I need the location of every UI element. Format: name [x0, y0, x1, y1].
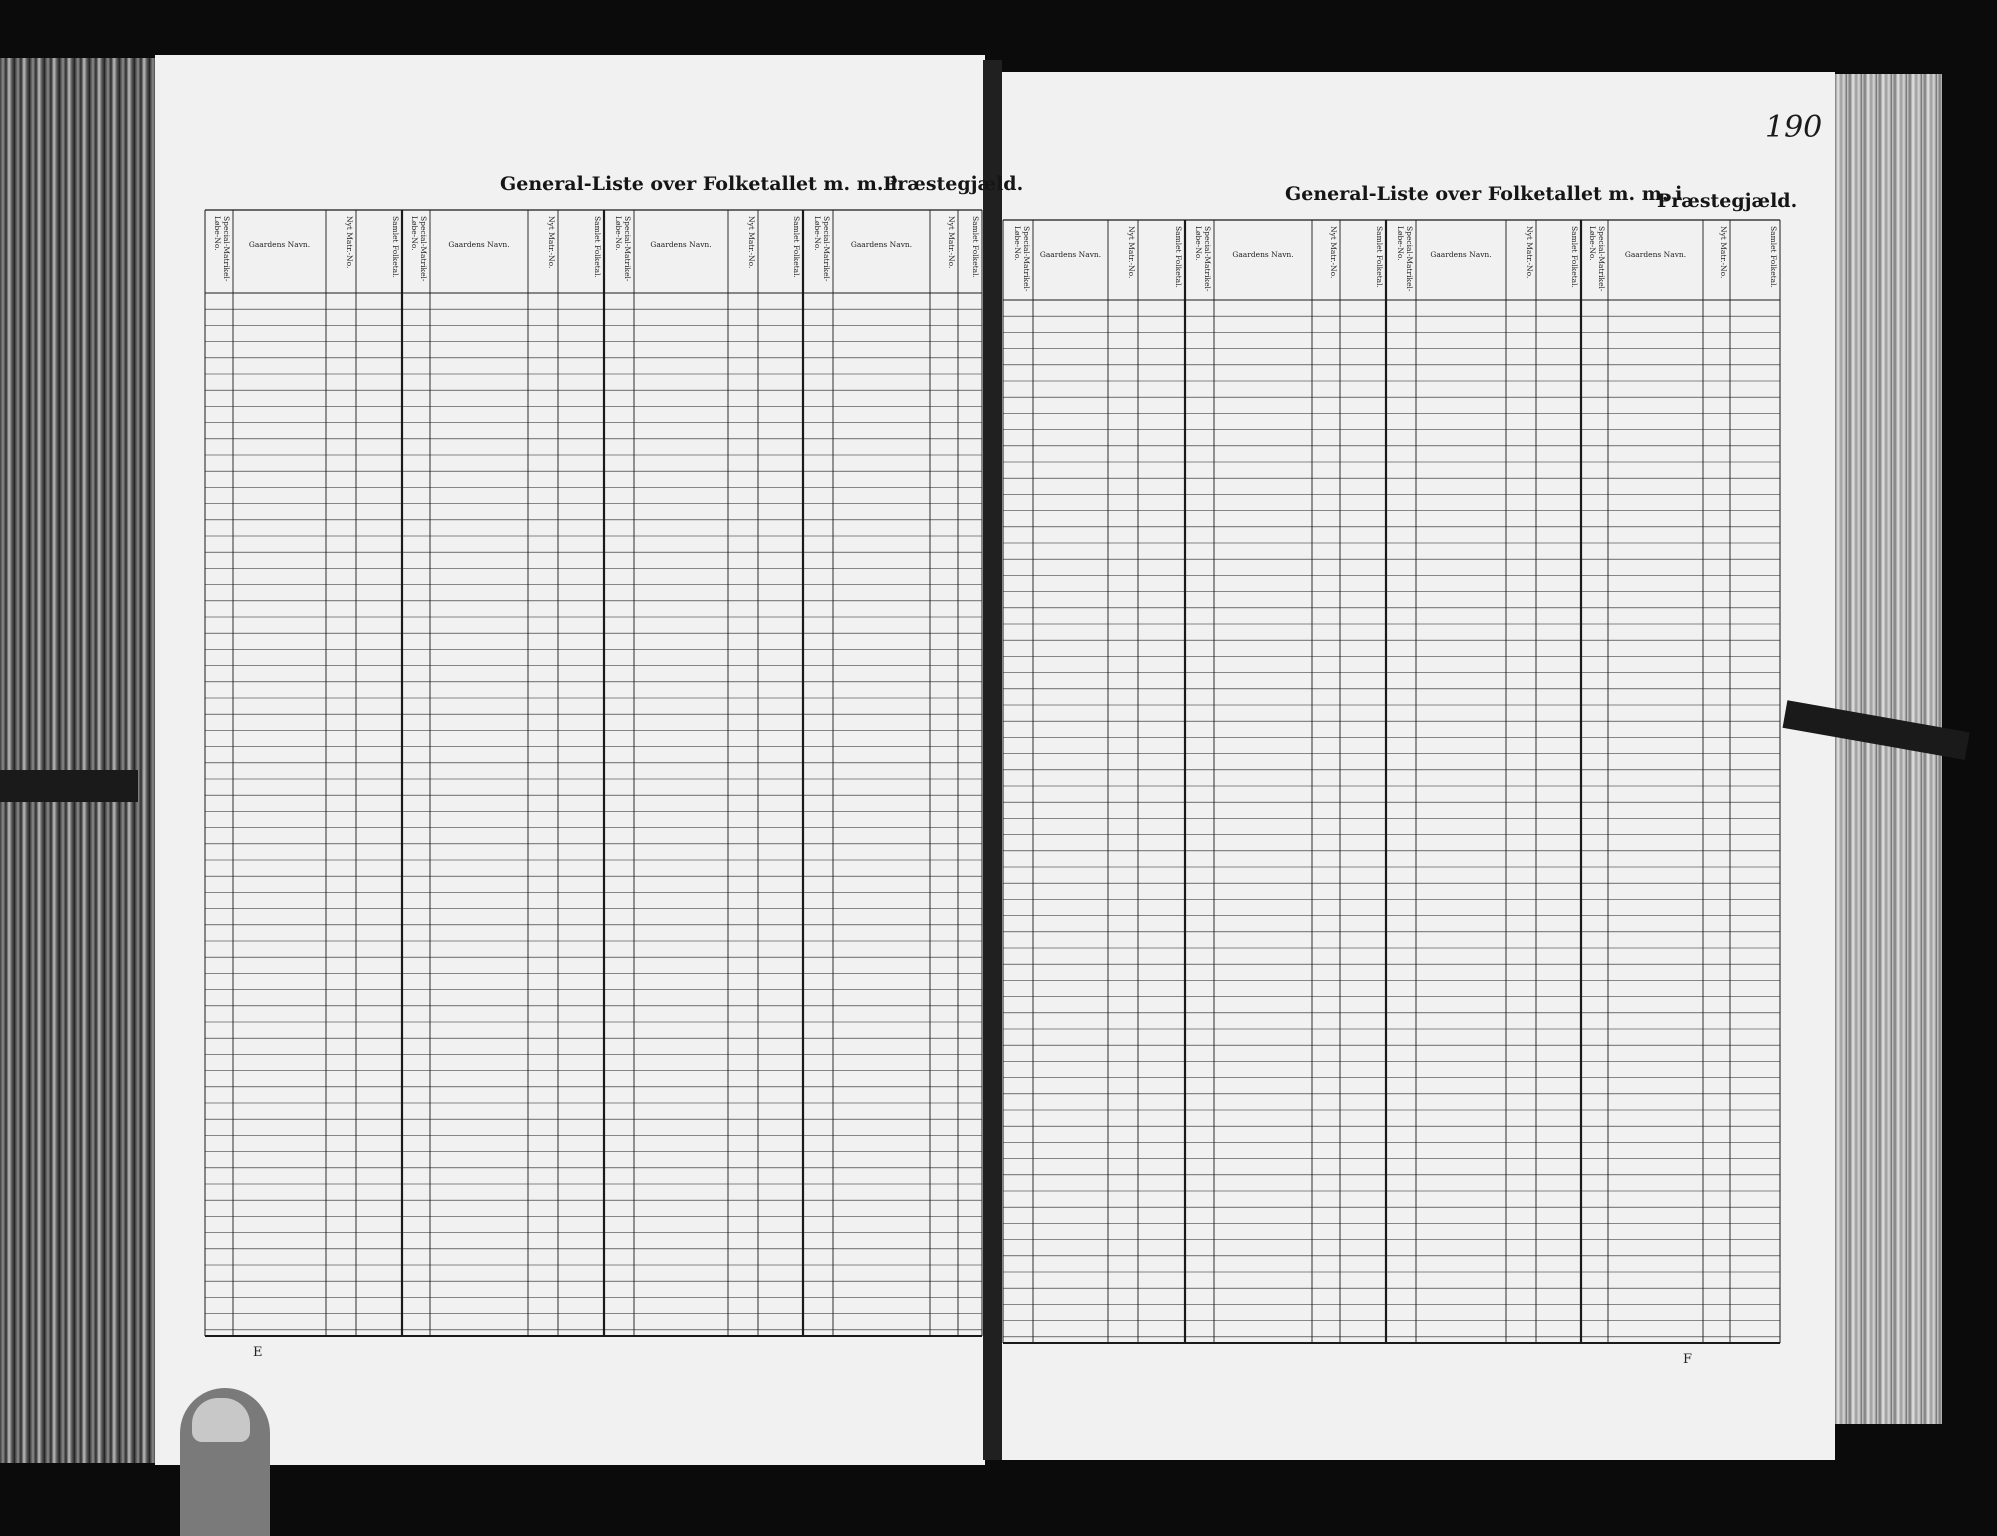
- right-column-header: Nyt Matr.-No.: [1525, 226, 1534, 279]
- right-column-header: Gaardens Navn.: [1039, 250, 1102, 259]
- left-column-header: Gaardens Navn.: [650, 240, 712, 249]
- right-column-header: Gaardens Navn.: [1624, 250, 1687, 259]
- right-column-header: Special-Matrikel-Løbe-No.: [1013, 226, 1031, 292]
- left-column-header: Special-Matrikel-Løbe-No.: [614, 216, 632, 282]
- left-column-header: Gaardens Navn.: [850, 240, 913, 249]
- left-page-footer-letter: E: [253, 1345, 263, 1360]
- right-column-header: Gaardens Navn.: [1430, 250, 1492, 259]
- page-number: 190: [1765, 110, 1823, 145]
- left-column-header: Special-Matrikel-Løbe-No.: [813, 216, 831, 282]
- right-column-header: Samlet Folketal.: [1769, 226, 1778, 288]
- right-column-header: Samlet Folketal.: [1570, 226, 1579, 288]
- right-page-parish-label: Præstegjæld.: [1657, 190, 1798, 212]
- left-column-header: Special-Matrikel-Løbe-No.: [213, 216, 231, 282]
- right-column-header: Special-Matrikel-Løbe-No.: [1588, 226, 1606, 292]
- right-page-title: General-Liste over Folketallet m. m. i: [1285, 183, 1683, 205]
- right-column-header: Nyt Matr.-No.: [1127, 226, 1136, 279]
- right-column-header: Samlet Folketal.: [1174, 226, 1183, 288]
- left-column-header: Nyt Matr.-No.: [947, 216, 956, 269]
- right-column-header: Special-Matrikel-Løbe-No.: [1194, 226, 1212, 292]
- right-column-header: Nyt Matr.-No.: [1719, 226, 1728, 279]
- left-column-header: Samlet Folketal.: [391, 216, 400, 278]
- left-column-header: Nyt Matr.-No.: [547, 216, 556, 269]
- left-page-parish-label: Præstegjæld.: [883, 173, 1024, 195]
- left-page-title: General-Liste over Folketallet m. m. i: [500, 173, 898, 195]
- left-column-header: Nyt Matr.-No.: [345, 216, 354, 269]
- left-column-header: Samlet Folketal.: [792, 216, 801, 278]
- right-column-header: Samlet Folketal.: [1375, 226, 1384, 288]
- left-column-header: Samlet Folketal.: [593, 216, 602, 278]
- left-column-header: Special-Matrikel-Løbe-No.: [410, 216, 428, 282]
- left-column-header: Nyt Matr.-No.: [747, 216, 756, 269]
- right-column-header: Nyt Matr.-No.: [1329, 226, 1338, 279]
- left-column-header: Gaardens Navn.: [448, 240, 510, 249]
- right-page-footer-letter: F: [1683, 1352, 1693, 1367]
- left-column-header: Samlet Folketal.: [971, 216, 980, 278]
- right-column-header: Special-Matrikel-Løbe-No.: [1396, 226, 1414, 292]
- right-column-header: Gaardens Navn.: [1232, 250, 1294, 259]
- left-column-header: Gaardens Navn.: [248, 240, 311, 249]
